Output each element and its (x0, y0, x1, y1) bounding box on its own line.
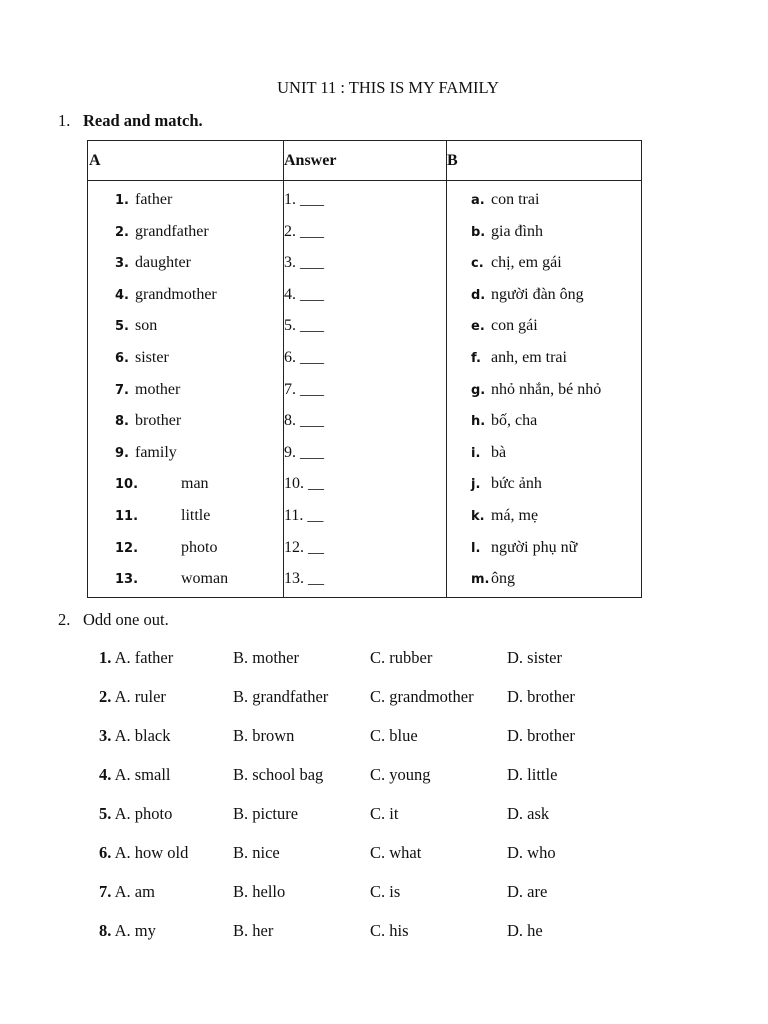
b-word: ông (491, 570, 515, 587)
a-number: 5. (115, 319, 129, 334)
b-word: người phụ nữ (491, 539, 578, 556)
a-word: daughter (135, 254, 191, 271)
b-word: anh, em trai (491, 349, 567, 366)
b-word: bố, cha (491, 412, 538, 429)
option-b[interactable]: B. brown (233, 726, 295, 745)
page-title: UNIT 11 : THIS IS MY FAMILY (277, 78, 499, 97)
option-c[interactable]: C. it (370, 804, 399, 823)
question-number: 5. (99, 804, 112, 823)
b-letter: d. (471, 288, 486, 303)
option-b[interactable]: B. picture (233, 804, 299, 823)
answer-blank[interactable]: 3. ___ (284, 254, 324, 271)
option-d[interactable]: D. are (507, 882, 548, 901)
odd-question (0, 843, 768, 867)
question-number: 3. (99, 726, 112, 745)
question-number: 8. (99, 921, 112, 940)
answer-blank[interactable]: 2. ___ (284, 223, 324, 240)
b-word: nhỏ nhắn, bé nhỏ (491, 381, 602, 398)
b-letter: g. (471, 383, 486, 398)
table-row (88, 539, 641, 563)
b-letter: j. (471, 477, 481, 492)
odd-question (0, 765, 768, 789)
option-b[interactable]: B. nice (233, 843, 280, 862)
option-d[interactable]: D. brother (507, 687, 575, 706)
section-2-number: 2. (58, 610, 71, 629)
table-row (88, 286, 641, 310)
table-row (88, 444, 641, 468)
a-word: son (135, 317, 158, 334)
table-row (88, 507, 641, 531)
a-number: 10. (115, 477, 139, 492)
table-row (88, 381, 641, 405)
odd-question (0, 648, 768, 672)
match-table (87, 140, 642, 598)
option-a[interactable]: A. father (114, 648, 174, 667)
b-letter: a. (471, 193, 485, 208)
table-row (88, 317, 641, 341)
table-row (88, 570, 641, 594)
a-number: 12. (115, 541, 139, 556)
b-letter: e. (471, 319, 485, 334)
b-letter: h. (471, 414, 486, 429)
odd-question (0, 687, 768, 711)
a-word: grandfather (135, 223, 209, 240)
option-d[interactable]: D. he (507, 921, 543, 940)
b-letter: k. (471, 509, 485, 524)
question-number: 2. (99, 687, 112, 706)
b-word: bà (491, 444, 507, 461)
option-c[interactable]: C. is (370, 882, 401, 901)
header-b: B (447, 152, 458, 169)
b-letter: l. (471, 541, 481, 556)
answer-blank[interactable]: 8. ___ (284, 412, 324, 429)
a-number: 4. (115, 288, 129, 303)
option-b[interactable]: B. her (233, 921, 274, 940)
option-a[interactable]: A. photo (114, 804, 173, 823)
a-word: grandmother (135, 286, 217, 303)
option-d[interactable]: D. ask (507, 804, 550, 823)
answer-blank[interactable]: 11. __ (284, 507, 324, 524)
answer-blank[interactable]: 13. __ (284, 570, 324, 587)
a-word: man (181, 475, 209, 492)
answer-blank[interactable]: 1. ___ (284, 191, 324, 208)
header-a: A (89, 152, 101, 169)
a-word: photo (181, 539, 218, 556)
b-letter: m. (471, 572, 490, 587)
answer-blank[interactable]: 4. ___ (284, 286, 324, 303)
b-word: người đàn ông (491, 286, 584, 303)
b-letter: c. (471, 256, 484, 271)
answer-blank[interactable]: 6. ___ (284, 349, 324, 366)
odd-question (0, 921, 768, 945)
odd-question (0, 726, 768, 750)
b-word: bức ảnh (491, 475, 542, 492)
question-number: 7. (99, 882, 112, 901)
a-word: sister (135, 349, 169, 366)
a-number: 6. (115, 351, 129, 366)
question-number: 1. (99, 648, 112, 667)
option-a[interactable]: A. black (114, 726, 171, 745)
b-letter: i. (471, 446, 481, 461)
table-header-row (88, 141, 641, 181)
section-1-title: Read and match. (83, 111, 203, 130)
question-number: 6. (99, 843, 112, 862)
option-d[interactable]: D. brother (507, 726, 575, 745)
b-word: má, mẹ (491, 507, 539, 524)
a-number: 1. (115, 193, 129, 208)
a-word: mother (135, 381, 181, 398)
option-c[interactable]: C. young (370, 765, 431, 784)
option-b[interactable]: B. school bag (233, 765, 324, 784)
a-number: 9. (115, 446, 129, 461)
b-word: con gái (491, 317, 538, 334)
option-d[interactable]: D. sister (507, 648, 562, 667)
option-b[interactable]: B. grandfather (233, 687, 329, 706)
a-number: 3. (115, 256, 129, 271)
a-number: 7. (115, 383, 129, 398)
b-word: con trai (491, 191, 540, 208)
option-c[interactable]: C. grandmother (370, 687, 474, 706)
b-word: gia đình (491, 223, 543, 240)
a-word: little (181, 507, 211, 524)
option-c[interactable]: C. rubber (370, 648, 433, 667)
a-number: 11. (115, 509, 139, 524)
table-row (88, 412, 641, 436)
table-row (88, 349, 641, 373)
option-a[interactable]: A. how old (114, 843, 189, 862)
option-a[interactable]: A. am (114, 882, 155, 901)
option-a[interactable]: A. small (114, 765, 171, 784)
question-number: 4. (99, 765, 112, 784)
answer-blank[interactable]: 7. ___ (284, 381, 324, 398)
option-d[interactable]: D. who (507, 843, 556, 862)
option-b[interactable]: B. hello (233, 882, 286, 901)
answer-blank[interactable]: 9. ___ (284, 444, 324, 461)
a-word: woman (181, 570, 229, 587)
a-word: brother (135, 412, 182, 429)
section-1-heading (58, 111, 203, 131)
a-number: 2. (115, 225, 129, 240)
answer-blank[interactable]: 5. ___ (284, 317, 324, 334)
table-row (88, 254, 641, 278)
table-row (88, 191, 641, 215)
option-c[interactable]: C. his (370, 921, 409, 940)
table-row (88, 223, 641, 247)
a-number: 8. (115, 414, 129, 429)
a-word: family (135, 444, 177, 461)
option-c[interactable]: C. blue (370, 726, 418, 745)
section-2-title: Odd one out. (83, 610, 169, 629)
b-letter: f. (471, 351, 481, 366)
answer-blank[interactable]: 10. __ (284, 475, 324, 492)
odd-question (0, 804, 768, 828)
option-d[interactable]: D. little (507, 765, 558, 784)
section-2-heading (58, 610, 169, 630)
option-a[interactable]: A. my (114, 921, 156, 940)
section-1-number: 1. (58, 111, 71, 130)
option-c[interactable]: C. what (370, 843, 422, 862)
a-number: 13. (115, 572, 139, 587)
b-word: chị, em gái (491, 254, 562, 271)
table-row (88, 475, 641, 499)
option-b[interactable]: B. mother (233, 648, 299, 667)
a-word: father (135, 191, 173, 208)
option-a[interactable]: A. ruler (114, 687, 166, 706)
header-answer: Answer (284, 152, 337, 169)
b-letter: b. (471, 225, 486, 240)
odd-question (0, 882, 768, 906)
answer-blank[interactable]: 12. __ (284, 539, 324, 556)
